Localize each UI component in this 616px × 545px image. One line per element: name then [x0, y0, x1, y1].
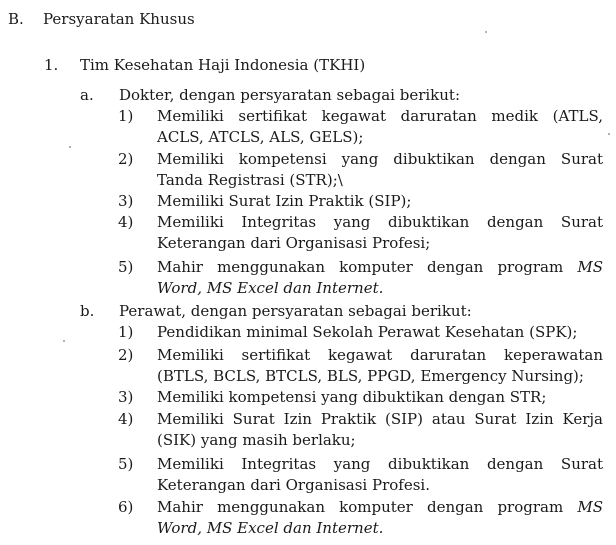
list-item-text: Keterangan dari Organisasi Profesi;	[157, 234, 431, 252]
list-item-text-italic: MS	[577, 258, 603, 276]
list-item-text: Pendidikan minimal Sekolah Perawat Kesehatan (SPK);	[157, 323, 578, 341]
list-item-text: Keterangan dari Organisasi Profesi.	[157, 476, 430, 494]
list-item-number: 1)	[118, 323, 134, 341]
list-item-number: 1)	[118, 107, 134, 125]
list-item-text	[157, 257, 603, 277]
list-item-text: Memiliki Surat Izin Praktik (SIP);	[157, 192, 412, 210]
list-item-text: Memiliki Integritas yang dibuktikan dengan Surat	[157, 455, 603, 473]
list-item-text: Memiliki sertifikat kegawat daruratan medik (ATLS,	[157, 107, 603, 125]
list-item-number: 6)	[118, 498, 134, 516]
item-title: Tim Kesehatan Haji Indonesia (TKHI)	[80, 56, 366, 74]
subsection-a-intro: Dokter, dengan persyaratan sebagai berikut:	[119, 86, 461, 104]
list-item-text	[157, 497, 603, 517]
list-item-number: 2)	[118, 346, 134, 364]
scan-speck	[608, 133, 610, 135]
list-item-number: 5)	[118, 258, 134, 276]
list-item-text: (BTLS, BCLS, BTCLS, BLS, PPGD, Emergency Nursing);	[157, 367, 584, 385]
list-item-text-italic: Word, MS Excel dan Internet.	[157, 519, 384, 537]
scan-speck	[485, 31, 487, 33]
subsection-a-marker: a.	[80, 86, 94, 104]
list-item-number: 3)	[118, 192, 134, 210]
list-item-number: 2)	[118, 150, 134, 168]
list-item-text: Memiliki Integritas yang dibuktikan dengan Surat	[157, 213, 603, 231]
list-item-text: (SIK) yang masih berlaku;	[157, 431, 356, 449]
scan-speck	[63, 340, 65, 342]
list-item-text: Memiliki Surat Izin Praktik (SIP) atau Surat Izin Kerja	[157, 410, 603, 428]
list-item-number: 3)	[118, 388, 134, 406]
list-item-text: Memiliki kompetensi yang dibuktikan dengan Surat	[157, 150, 603, 168]
scan-speck	[69, 146, 71, 148]
subsection-b-marker: b.	[80, 302, 95, 320]
section-marker: B.	[8, 10, 24, 28]
section-title: Persyaratan Khusus	[43, 10, 195, 28]
list-item-text-italic: MS	[577, 498, 603, 516]
item-marker: 1.	[44, 56, 59, 74]
list-item-text-italic: Word, MS Excel dan Internet.	[157, 279, 384, 297]
list-item-text: ACLS, ATCLS, ALS, GELS);	[157, 128, 364, 146]
list-item-text: Memiliki kompetensi yang dibuktikan dengan STR;	[157, 388, 547, 406]
list-item-number: 4)	[118, 213, 134, 231]
list-item-text: Memiliki sertifikat kegawat daruratan keperawatan	[157, 346, 603, 364]
list-item-number: 5)	[118, 455, 134, 473]
list-item-number: 4)	[118, 410, 134, 428]
list-item-text: Tanda Registrasi (STR);\	[157, 171, 343, 189]
subsection-b-intro: Perawat, dengan persyaratan sebagai berikut:	[119, 302, 472, 320]
list-item-text-plain: Mahir menggunakan komputer dengan program	[157, 498, 564, 516]
list-item-text-plain: Mahir menggunakan komputer dengan program	[157, 258, 564, 276]
